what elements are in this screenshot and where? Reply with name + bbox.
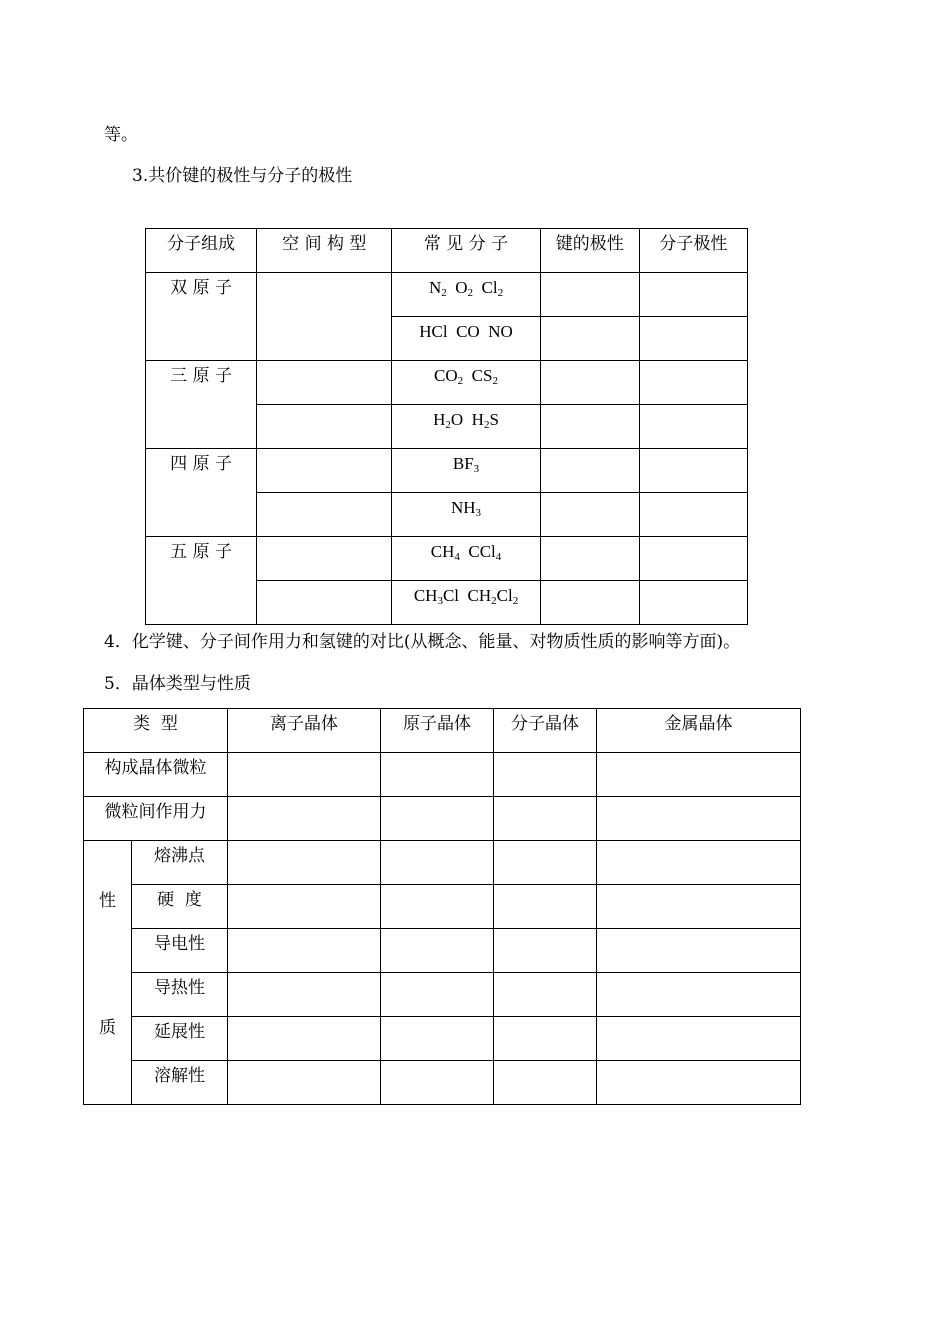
crystal-property-row	[84, 1017, 801, 1061]
bond-polarity-cell	[540, 449, 639, 493]
crystal-value-cell	[494, 885, 597, 929]
molecule-formula: $CH_3Cl$ $CH_2Cl_2$	[392, 581, 540, 625]
property-label: 导热性	[132, 973, 228, 1017]
molecule-polarity-cell	[639, 273, 747, 317]
molecule-formula: $H_2O$ $H_2S$	[392, 405, 540, 449]
crystal-value-cell	[228, 929, 381, 973]
crystal-value-cell	[597, 1061, 801, 1105]
molecule-polarity-cell	[639, 493, 747, 537]
crystal-value-cell	[381, 841, 494, 885]
crystal-value-cell	[597, 885, 801, 929]
polarity-row	[146, 537, 748, 581]
crystal-table	[83, 708, 801, 1105]
crystal-property-row	[84, 1061, 801, 1105]
crystal-value-cell	[597, 797, 801, 841]
bond-polarity-cell	[540, 317, 639, 361]
crystal-header-row	[84, 709, 801, 753]
molecule-polarity-cell	[639, 361, 747, 405]
bond-polarity-cell	[540, 581, 639, 625]
crystal-value-cell	[228, 1061, 381, 1105]
crystal-value-cell	[381, 797, 494, 841]
molecule-formula: $CH_4$ CCl$_4$	[392, 537, 540, 581]
crystal-property-row	[84, 885, 801, 929]
heading-bond-polarity: 3.共价键的极性与分子的极性	[132, 166, 353, 186]
crystal-value-cell	[597, 753, 801, 797]
crystal-value-cell	[494, 973, 597, 1017]
crystal-row-label: 微粒间作用力	[84, 797, 228, 841]
crystal-header-cell: 分子晶体	[494, 709, 597, 753]
polarity-header-cell: 分子极性	[639, 229, 747, 273]
property-group-label	[84, 841, 132, 1105]
crystal-property-row	[84, 973, 801, 1017]
crystal-property-row	[84, 841, 801, 885]
property-label: 硬 度	[132, 885, 228, 929]
geometry-cell	[257, 581, 392, 625]
bond-polarity-cell	[540, 493, 639, 537]
polarity-header-cell: 常 见 分 子	[392, 229, 540, 273]
crystal-value-cell	[494, 929, 597, 973]
polarity-header-cell: 空 间 构 型	[257, 229, 392, 273]
group-label: 五 原 子	[146, 537, 257, 625]
bond-polarity-cell	[540, 537, 639, 581]
crystal-value-cell	[381, 929, 494, 973]
geometry-cell	[257, 493, 392, 537]
crystal-value-cell	[597, 1017, 801, 1061]
crystal-header-cell: 类 型	[84, 709, 228, 753]
polarity-row	[146, 361, 748, 405]
polarity-table	[145, 228, 748, 625]
polarity-row	[146, 273, 748, 317]
property-group-top: 性	[99, 891, 116, 911]
crystal-value-cell	[228, 841, 381, 885]
polarity-header-cell: 键的极性	[540, 229, 639, 273]
crystal-header-cell: 离子晶体	[228, 709, 381, 753]
molecule-formula: $CO_2$ $CS_2$	[392, 361, 540, 405]
crystal-value-cell	[494, 1017, 597, 1061]
geometry-cell	[257, 361, 392, 405]
crystal-value-cell	[381, 885, 494, 929]
molecule-formula: $NH_3$	[392, 493, 540, 537]
crystal-value-cell	[381, 973, 494, 1017]
crystal-value-cell	[381, 753, 494, 797]
crystal-value-cell	[228, 753, 381, 797]
crystal-row-label: 构成晶体微粒	[84, 753, 228, 797]
crystal-value-cell	[381, 1017, 494, 1061]
group-label: 三 原 子	[146, 361, 257, 449]
bond-polarity-cell	[540, 405, 639, 449]
molecule-polarity-cell	[639, 449, 747, 493]
crystal-header-cell: 金属晶体	[597, 709, 801, 753]
crystal-value-cell	[494, 841, 597, 885]
polarity-header-row	[146, 229, 748, 273]
crystal-value-cell	[494, 753, 597, 797]
crystal-value-cell	[228, 797, 381, 841]
heading-crystal-types: 5．晶体类型与性质	[104, 674, 251, 694]
molecule-formula: $N_2$ $O_2$ $Cl_2$	[392, 273, 540, 317]
molecule-formula: HCl CO NO	[392, 317, 540, 361]
group-label: 四 原 子	[146, 449, 257, 537]
crystal-value-cell	[494, 1061, 597, 1105]
molecule-formula: $BF_3$	[392, 449, 540, 493]
crystal-value-cell	[494, 797, 597, 841]
polarity-header-cell: 分子组成	[146, 229, 257, 273]
crystal-value-cell	[228, 1017, 381, 1061]
property-label: 熔沸点	[132, 841, 228, 885]
crystal-row	[84, 797, 801, 841]
crystal-value-cell	[597, 973, 801, 1017]
text-fragment: 等。	[104, 125, 138, 145]
bond-polarity-cell	[540, 361, 639, 405]
crystal-value-cell	[381, 1061, 494, 1105]
crystal-row	[84, 753, 801, 797]
heading-bond-comparison: 4．化学键、分子间作用力和氢键的对比(从概念、能量、对物质性质的影响等方面)。	[104, 632, 741, 652]
geometry-cell	[257, 273, 392, 361]
crystal-value-cell	[228, 885, 381, 929]
crystal-value-cell	[597, 841, 801, 885]
geometry-cell	[257, 405, 392, 449]
crystal-header-cell: 原子晶体	[381, 709, 494, 753]
crystal-value-cell	[228, 973, 381, 1017]
geometry-cell	[257, 449, 392, 493]
crystal-property-row	[84, 929, 801, 973]
molecule-polarity-cell	[639, 317, 747, 361]
geometry-cell	[257, 537, 392, 581]
molecule-polarity-cell	[639, 581, 747, 625]
molecule-polarity-cell	[639, 405, 747, 449]
property-label: 导电性	[132, 929, 228, 973]
property-label: 溶解性	[132, 1061, 228, 1105]
property-label: 延展性	[132, 1017, 228, 1061]
crystal-value-cell	[597, 929, 801, 973]
group-label: 双 原 子	[146, 273, 257, 361]
molecule-polarity-cell	[639, 537, 747, 581]
property-group-bottom: 质	[99, 1018, 116, 1038]
bond-polarity-cell	[540, 273, 639, 317]
polarity-row	[146, 449, 748, 493]
